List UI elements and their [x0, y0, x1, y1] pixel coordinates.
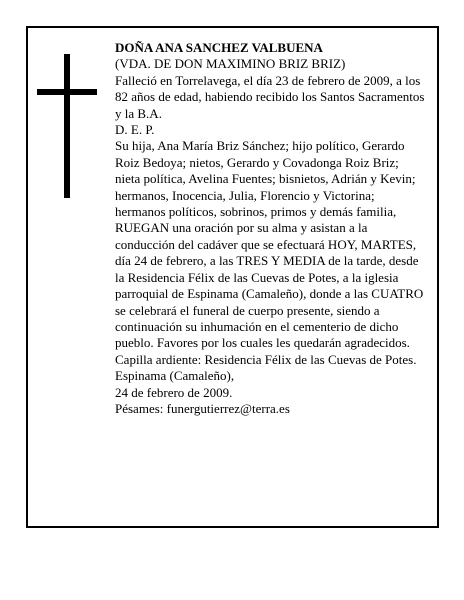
death-announcement: Falleció en Torrelavega, el día 23 de febrero de 2009, a los 82 años de edad, habiendo recibido los Santos Sacramentos y la B.A. — [115, 72, 425, 121]
cross-horizontal-bar — [37, 89, 97, 95]
place-line: Espinama (Camaleño), — [115, 368, 235, 384]
cross-icon — [37, 54, 97, 198]
dep-line: D. E. P. — [115, 122, 155, 138]
deceased-name: DOÑA ANA SANCHEZ VALBUENA — [115, 40, 323, 55]
funeral-request: RUEGAN una oración por su alma y asistan a la conducción del cadáver que se efectuará HOY, MARTES, día 24 de febrero, a las TRES Y MEDIA de la tarde, desde la Residencia Félix de las Cuevas de Potes, a la iglesia parroquial de Espinama (Camaleño), donde a las CUATRO se celebrará el funeral de cuerpo presente, siendo a continuación su inhumación en el cementerio de dicho pueblo. Favores por los cuales les quedarán agradecidos. — [115, 220, 424, 351]
cross-vertical-bar — [64, 54, 70, 198]
widow-of-line: (VDA. DE DON MAXIMINO BRIZ BRIZ) — [115, 56, 346, 72]
family-list: Su hija, Ana María Briz Sánchez; hijo político, Gerardo Roiz Bedoya; nietos, Gerardo y Covadonga Roiz Briz; nieta política, Avelina Fuentes; bisnietos, Adrián y Kevin; hermanos, Inocencia, Julia, Florencio y Victorina; hermanos políticos, sobrinos, primos y demás familia, — [115, 138, 416, 220]
date-line: 24 de febrero de 2009. — [115, 384, 233, 400]
funeral-chapel: Capilla ardiente: Residencia Félix de las Cuevas de Potes. — [115, 351, 417, 367]
condolences-line: Pésames: funergutierrez@terra.es — [115, 400, 290, 416]
obituary-text — [115, 40, 425, 417]
